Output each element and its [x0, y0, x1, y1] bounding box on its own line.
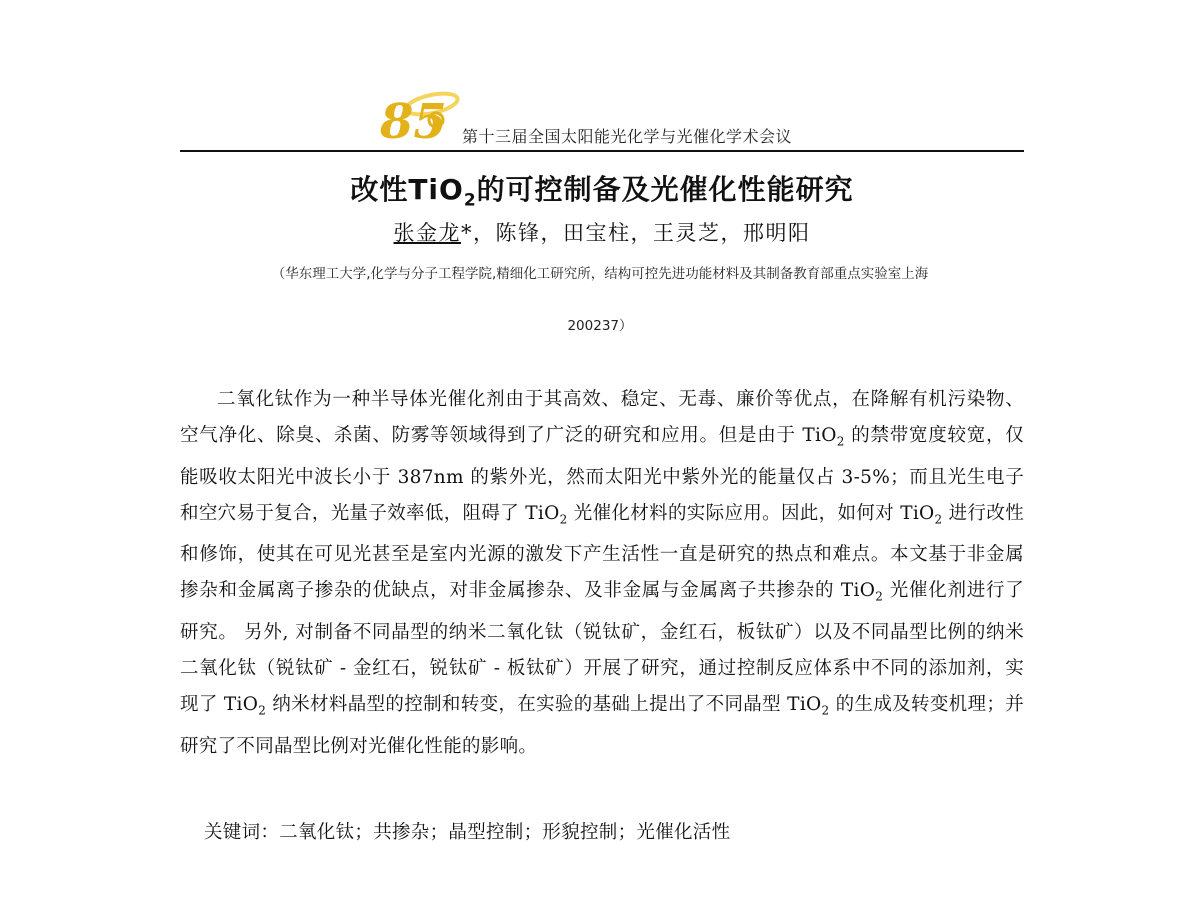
abstract-seg-2: 的禁带宽度较宽，仅能吸收太阳光中波长小于 387nm 的紫外光，然而太阳光中紫外光的能量仅占 3-5%；而且光生电子和空穴易于复合，光量子效率低，阻碍了 TiO: [180, 425, 1024, 524]
other-authors: *，陈锋，田宝柱，王灵芝，邢明阳: [461, 221, 811, 245]
logo-text: 85: [380, 94, 447, 144]
title-pre: 改性TiO: [350, 173, 464, 206]
abstract-seg-6: 纳米材料晶型的控制和转变，在实验的基础上提出了不同晶型 TiO: [266, 694, 822, 716]
abstract-paragraph: [180, 382, 1024, 765]
first-author: 张金龙: [393, 221, 461, 245]
subscript: 2: [821, 703, 830, 718]
paper-title: [180, 168, 1024, 211]
affiliation-line-2: 200237）: [567, 318, 633, 334]
subscript: 2: [836, 434, 845, 449]
abstract-seg-4: 进行改性和修饰，使其在可见光甚至是室内光源的激发下产生活性一直是研究的热点和难点。本文基于非金属掺杂和金属离子掺杂的优缺点，对非金属掺杂、及非金属与金属离子共掺杂的 TiO: [180, 502, 1024, 602]
abstract-seg-7: 的生成及转变机理；并研究了不同晶型比例对光催化性能的影响。: [180, 694, 1024, 757]
title-post: 的可控制备及光催化性能研究: [476, 173, 854, 206]
conference-title: 第十三届全国太阳能光化学与光催化学术会议: [462, 127, 793, 146]
subscript: 2: [875, 590, 884, 605]
affiliation-line-1: （华东理工大学,化学与分子工程学院,精细化工研究所，结构可控先进功能材料及其制备教育部重点实验室上海: [271, 266, 929, 282]
keywords-line: 关键词：二氧化钛；共掺杂；晶型控制；形貌控制；光催化活性: [204, 822, 731, 843]
author-list: [180, 217, 1024, 247]
subscript: 2: [258, 703, 267, 718]
title-sub: 2: [463, 190, 477, 211]
subscript: 2: [934, 512, 943, 527]
abstract-seg-1: 二氧化钛作为一种半导体光催化剂由于其高效、稳定、无毒、廉价等优点，在降解有机污染物、空气净化、除臭、杀菌、防雾等领域得到了广泛的研究和应用。但是由于 TiO: [180, 389, 1024, 446]
abstract-seg-5: 光催化剂进行了研究。 另外, 对制备不同晶型的纳米二氧化钛（锐钛矿，金红石，板钛矿）以及不同晶型比例的纳米二氧化钛（锐钛矿 - 金红石，锐钛矿 - 板钛矿）开展了研究，通过控制反应体系中不同的添加剂，实现了 TiO: [180, 580, 1025, 716]
header-divider: [180, 150, 1024, 152]
subscript: 2: [559, 512, 568, 527]
abstract-seg-3: 光催化材料的实际应用。因此，如何对 TiO: [567, 502, 935, 524]
conference-logo: [378, 86, 462, 144]
